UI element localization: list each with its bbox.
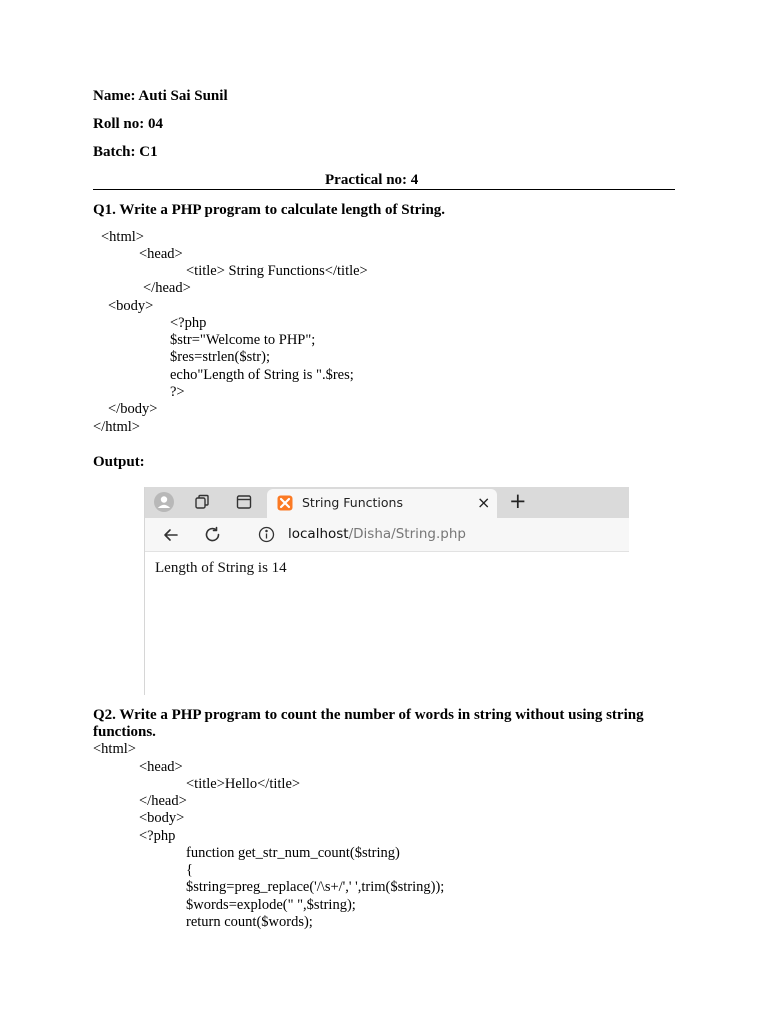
tab-close-button[interactable]: × [477, 493, 491, 512]
q1-question: Q1. Write a PHP program to calculate length of String. [93, 202, 446, 218]
collections-icon[interactable] [193, 493, 211, 511]
code-line: $words=explode(" ",$string); [186, 897, 356, 913]
tab-actions-icon[interactable] [235, 493, 253, 511]
xampp-favicon-icon [277, 495, 293, 511]
browser-nav-bar [145, 518, 629, 552]
code-line: $string=preg_replace('/\s+/',' ',trim($string)); [186, 879, 445, 895]
title-divider [93, 189, 675, 190]
student-name: Name: Auti Sai Sunil [93, 88, 228, 104]
roll-number: Roll no: 04 [93, 116, 164, 132]
refresh-icon[interactable] [203, 525, 223, 545]
code-line: <body> [139, 810, 185, 826]
code-line: ?> [170, 384, 185, 400]
q2-question-line2: functions. [93, 724, 156, 740]
code-line: <head> [139, 759, 183, 775]
code-line: $str="Welcome to PHP"; [170, 332, 316, 348]
code-line: </html> [93, 419, 140, 435]
q2-question-line1: Q2. Write a PHP program to count the number of words in string without using string [93, 707, 644, 723]
code-line: <title>Hello</title> [186, 776, 301, 792]
browser-screenshot [144, 487, 629, 695]
code-line: <html> [93, 741, 136, 757]
code-line: <title> String Functions</title> [186, 263, 368, 279]
code-line: <?php [139, 828, 176, 844]
new-tab-button[interactable]: + [509, 489, 527, 513]
page-content: Length of String is 14 [155, 560, 287, 576]
practical-title: Practical no: 4 [325, 172, 419, 188]
code-line: </body> [108, 401, 158, 417]
output-label: Output: [93, 454, 145, 470]
info-icon[interactable] [258, 526, 275, 543]
code-line: return count($words); [186, 914, 313, 930]
code-line: <head> [139, 246, 183, 262]
code-line: function get_str_num_count($string) [186, 845, 400, 861]
browser-tab-bar [145, 487, 629, 518]
code-line: <?php [170, 315, 207, 331]
profile-icon[interactable] [153, 491, 175, 513]
tab-title: String Functions [302, 495, 403, 510]
code-line: </head> [139, 793, 187, 809]
code-line: </head> [143, 280, 191, 296]
code-line: { [186, 862, 193, 878]
back-arrow-icon[interactable] [161, 525, 181, 545]
code-line: <body> [108, 298, 154, 314]
url-host: localhost [288, 526, 349, 542]
browser-tab[interactable] [267, 489, 497, 518]
code-line: $res=strlen($str); [170, 349, 270, 365]
code-line: <html> [101, 229, 144, 245]
address-bar[interactable] [288, 526, 466, 542]
url-path: /Disha/String.php [348, 526, 466, 542]
batch: Batch: C1 [93, 144, 158, 160]
code-line: echo"Length of String is ".$res; [170, 367, 354, 383]
